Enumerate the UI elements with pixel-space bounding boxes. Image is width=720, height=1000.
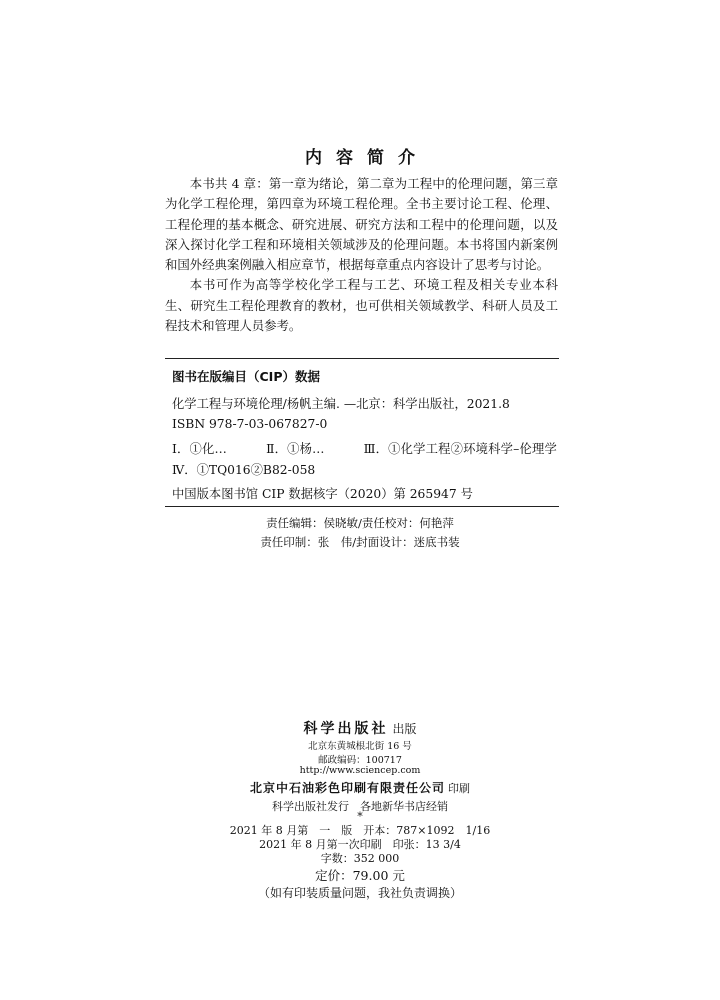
publisher-address: 北京东黄城根北街 16 号 — [308, 741, 412, 752]
cip-class-2: Ⅱ．①杨… — [266, 442, 325, 456]
cip-record-number: 中国版本图书馆 CIP 数据核字（2020）第 265947 号 — [172, 487, 473, 501]
summary-paragraph-1: 本书共 4 章：第一章为绪论，第二章为工程中的伦理问题，第三章为化学工程伦理，第四章为环境工程伦理。全书主要讨论工程、伦理、工程伦理的基本概念、研究进展、研究方法和工程中的伦理问题，以及深入探讨化学工程和环境相关领域涉及的伦理问题。本书将国内新案例和国外经典案例融入相应章节，根据每章重点内容设计了思考与讨论。 — [165, 176, 558, 273]
printing-line: 2021 年 8 月第一次印刷 印张：13 3/4 — [259, 838, 461, 851]
publisher-url: http://www.sciencep.com — [299, 765, 421, 776]
printer-role: 印刷 — [448, 782, 470, 795]
summary-paragraph-2: 本书可作为高等学校化学工程与工艺、环境工程及相关专业本科生、研究生工程伦理教育的教材，也可供相关领域教学、科研人员及工程技术和管理人员参考。 — [165, 277, 558, 334]
cip-isbn: ISBN 978-7-03-067827-0 — [172, 417, 328, 431]
publisher-line — [0, 718, 720, 738]
price: 定价：79.00 元 — [315, 868, 405, 883]
cip-bottom-rule — [165, 506, 559, 507]
printer-name: 北京中石油彩色印刷有限责任公司 — [249, 781, 445, 795]
cip-classification — [172, 439, 557, 457]
cip-class-3: Ⅲ．①化学工程②环境科学–伦理学 — [363, 442, 557, 456]
cip-classification-2: Ⅳ．①TQ016②B82-058 — [172, 463, 316, 477]
cip-heading: 图书在版编目（CIP）数据 — [172, 369, 320, 384]
summary-body — [165, 174, 558, 336]
printer-line — [0, 777, 720, 796]
cip-class-1: Ⅰ．①化… — [172, 442, 228, 456]
publisher-postcode: 邮政编码：100717 — [318, 755, 402, 766]
distribution-line: 科学出版社发行 各地新华书店经销 — [272, 800, 448, 813]
publisher-role: 出版 — [392, 722, 417, 736]
edition-line: 2021 年 8 月第 一 版 开本：787×1092 1/16 — [229, 824, 491, 837]
summary-title: 内容简介 — [305, 148, 429, 168]
word-count: 字数：352 000 — [320, 852, 400, 865]
cip-top-rule — [165, 358, 559, 359]
cip-bibliographic-line: 化学工程与环境伦理/杨帆主编. —北京：科学出版社，2021.8 — [172, 397, 510, 411]
staff-line-2: 责任印制：张 伟/封面设计：迷底书装 — [260, 535, 460, 549]
separator-star: * — [357, 810, 363, 823]
publisher-name: 科学出版社 — [303, 721, 389, 737]
quality-note: （如有印装质量问题，我社负责调换） — [257, 886, 462, 900]
staff-line-1: 责任编辑：侯晓敏/责任校对：何艳萍 — [266, 516, 454, 530]
